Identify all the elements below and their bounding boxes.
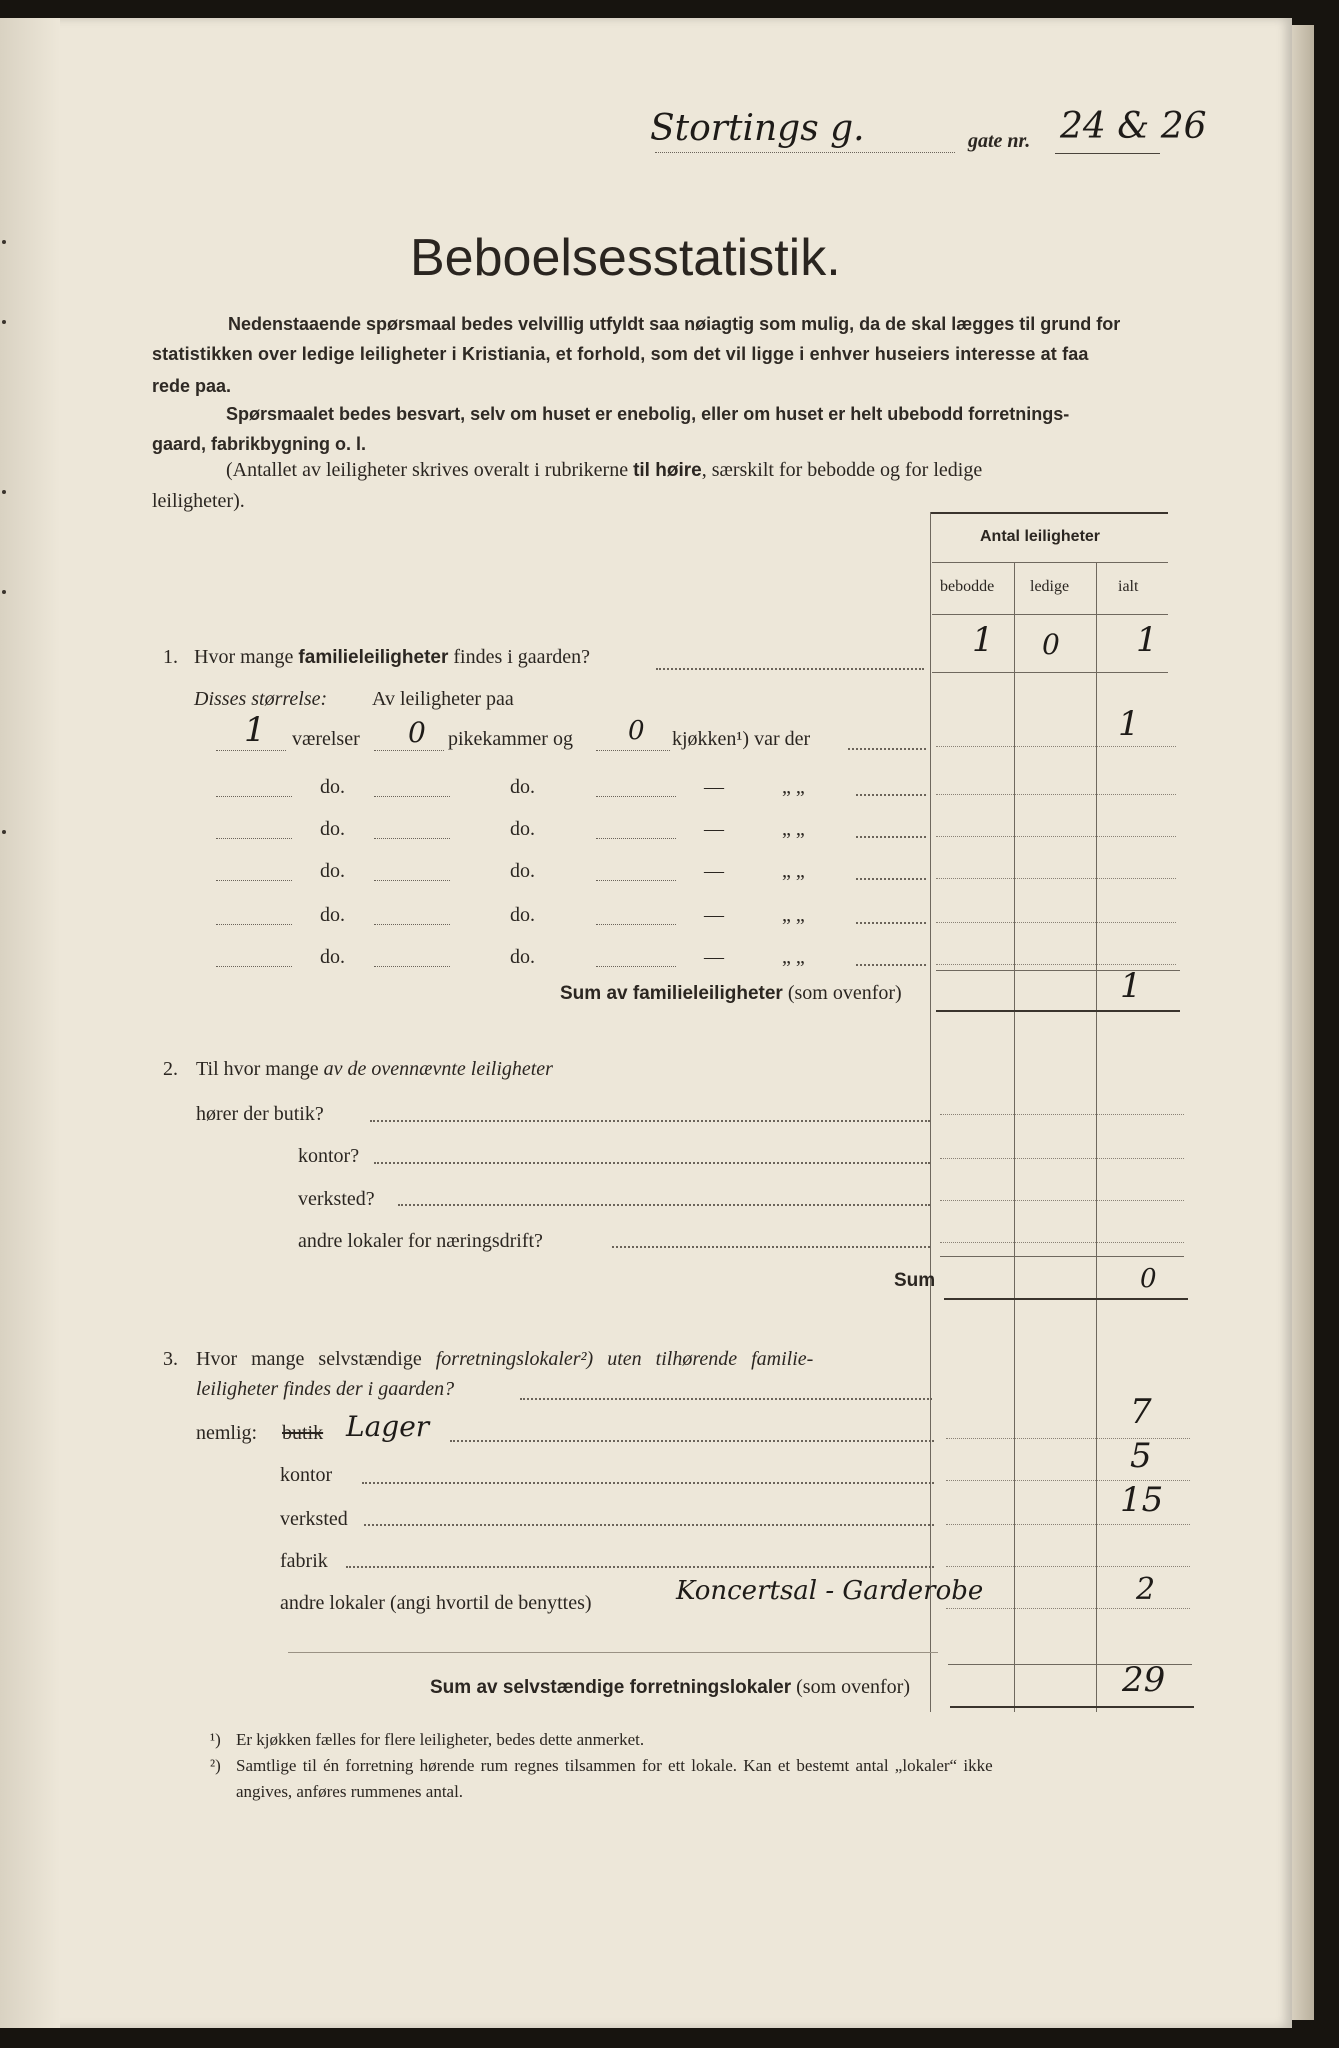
margin-mark	[2, 590, 6, 594]
dash-label: —	[704, 818, 724, 840]
row-leader-dots	[856, 964, 926, 966]
blank-line	[596, 966, 676, 967]
do-label: do.	[510, 818, 535, 840]
col-header-ialt: ialt	[1118, 578, 1139, 595]
street-name-handwritten: Stortings g.	[650, 108, 865, 149]
q1-sum-bottom-rule	[936, 1010, 1180, 1012]
table-row-dots	[936, 746, 1176, 747]
q3-italic: forretningslokaler²)	[435, 1348, 594, 1370]
row-leader-dots	[848, 748, 926, 750]
intro-line: Spørsmaalet bedes besvart, selv om huset er enebolig, eller om huset er helt ubebodd forretnings-	[226, 404, 1070, 424]
q3-andre-handwritten: Koncertsal - Garderobe	[676, 1576, 984, 1606]
do-label: do.	[510, 776, 535, 798]
q2-sum-top-rule	[940, 1256, 1184, 1257]
table-row-dots	[946, 1524, 1190, 1525]
do-label: do.	[320, 818, 345, 840]
q1-pike-handwritten: 0	[408, 716, 426, 749]
dash-label: —	[704, 860, 724, 882]
street-underline	[655, 152, 955, 153]
col-header-bebodde: bebodde	[940, 578, 995, 595]
q3-verksted-value: 15	[1120, 1480, 1164, 1520]
dash-label: —	[704, 946, 724, 968]
table-row-dots	[946, 1608, 1190, 1609]
blank-line	[216, 838, 292, 839]
q3-leader-dots	[346, 1566, 934, 1568]
intro-line	[226, 459, 982, 482]
intro-text: , særskilt for bebodde og for ledige	[701, 459, 983, 481]
q3-leader-dots	[362, 1482, 934, 1484]
rooms-blank	[216, 750, 286, 751]
q3-sum-bold: Sum av selvstændige forretningslokaler	[430, 1677, 792, 1698]
q3-sum-ialt-value: 29	[1122, 1660, 1166, 1700]
table-col-divider	[1096, 562, 1097, 1712]
q2-leader-dots	[370, 1120, 930, 1122]
q2-sum-bottom-rule	[944, 1298, 1188, 1300]
q3-number: 3.	[163, 1348, 178, 1370]
blank-line	[374, 838, 450, 839]
q1-size-text: Av leiligheter paa	[372, 688, 514, 710]
q2-question	[196, 1058, 553, 1081]
margin-mark	[2, 490, 6, 494]
q2-leader-dots	[612, 1246, 930, 1248]
q3-nemlig-label: nemlig:	[196, 1422, 258, 1444]
margin-mark	[2, 320, 6, 324]
intro-text: (Antallet av leiligheter skrives overalt i rubrikerne	[226, 459, 629, 481]
q3-butik-handwritten: Lager	[346, 1410, 430, 1443]
table-row-dots	[940, 1200, 1184, 1201]
do-label: do.	[320, 946, 345, 968]
q2-number: 2.	[163, 1058, 178, 1080]
q1-ledige-value: 0	[1042, 628, 1060, 661]
table-row-dots	[946, 1438, 1190, 1439]
row-leader-dots	[856, 922, 926, 924]
ditto-label: „ „	[782, 818, 805, 840]
q3-leader-dots	[450, 1440, 934, 1442]
ditto-label: „ „	[782, 860, 805, 882]
table-header-bottom-rule	[932, 614, 1168, 615]
col-header-ledige: ledige	[1030, 578, 1070, 595]
table-row-dots	[936, 794, 1176, 795]
q2-sum-ialt-value: 0	[1140, 1264, 1157, 1294]
q1-question	[194, 646, 590, 669]
q1-kjokken-handwritten: 0	[628, 716, 645, 746]
intro-line: leiligheter).	[152, 490, 245, 512]
q1-sum-rest: (som ovenfor)	[787, 982, 902, 1004]
table-row-dots	[936, 878, 1176, 879]
table-row-dots	[936, 836, 1176, 837]
table-header-rule	[932, 562, 1168, 563]
q3-question-line2: leiligheter findes der i gaarden?	[196, 1378, 455, 1400]
q1-rooms-handwritten: 1	[244, 710, 266, 750]
margin-mark	[2, 240, 6, 244]
page-title: Beboelsesstatistik.	[410, 229, 841, 287]
q2-verksted-label: verksted?	[298, 1188, 375, 1210]
pike-blank	[374, 750, 444, 751]
q3-verksted-label: verksted	[280, 1508, 348, 1530]
table-row-dots	[940, 1114, 1184, 1115]
do-label: do.	[510, 946, 535, 968]
blank-line	[216, 924, 292, 925]
q1-sum-top-rule	[936, 970, 1180, 971]
do-label: do.	[320, 776, 345, 798]
footnote-2-line1: Samtlige til én forretning hørende rum regnes tilsammen for ett lokale. Kan et bestemt antal „lokaler“ ikke	[236, 1756, 993, 1775]
q2-sum-label: Sum	[894, 1270, 936, 1291]
blank-line	[374, 880, 450, 881]
footnote-2-mark: ²)	[210, 1756, 221, 1775]
q3-kontor-value: 5	[1130, 1436, 1152, 1476]
q1-sum-bold: Sum av familieleiligheter	[560, 983, 783, 1004]
table-top-rule	[930, 512, 1168, 514]
q3-sum-label	[430, 1676, 910, 1699]
q3-andre-label: andre lokaler (angi hvortil de benyttes)	[280, 1592, 592, 1614]
gate-label: gate nr.	[968, 130, 1031, 152]
q1-row-rule	[932, 672, 1168, 673]
kjokken-label: kjøkken¹) var der	[672, 728, 811, 750]
intro-line: Nedenstaaende spørsmaal bedes velvillig utfyldt saa nøiagtig som mulig, da de skal lægges til grund for	[228, 314, 1121, 334]
intro-bold-text: til høire	[633, 460, 702, 481]
do-label: do.	[510, 860, 535, 882]
q3-butik-struck: butik	[282, 1422, 324, 1444]
footnote-1-mark: ¹)	[210, 1730, 221, 1749]
street-number-handwritten: 24 & 26	[1060, 106, 1207, 147]
table-left-border	[930, 512, 931, 1712]
table-row-dots	[936, 922, 1176, 923]
table-group-header: Antal leiligheter	[980, 528, 1101, 545]
ditto-label: „ „	[782, 776, 805, 798]
q3-butik-value: 7	[1130, 1392, 1152, 1432]
blank-line	[596, 838, 676, 839]
table-col-divider	[1014, 562, 1015, 1712]
footnote-1: Er kjøkken fælles for flere leiligheter, bedes dette anmerket.	[236, 1730, 645, 1749]
q3-andre-value: 2	[1136, 1572, 1156, 1607]
ditto-label: „ „	[782, 946, 805, 968]
intro-line: statistikken over ledige leiligheter i Kristiania, et forhold, som det vil ligge i enhver huseiers interesse at faa	[152, 344, 1089, 364]
footnote-2-line2: angives, anføres rummenes antal.	[236, 1782, 464, 1801]
blank-line	[596, 880, 676, 881]
do-label: do.	[320, 860, 345, 882]
margin-mark	[2, 830, 6, 834]
blank-line	[216, 796, 292, 797]
table-row-dots	[946, 1480, 1190, 1481]
q3-leader-dots	[364, 1524, 934, 1526]
q2-butik-label: hører der butik?	[196, 1103, 324, 1125]
q2-leader-dots	[398, 1204, 930, 1206]
q1-bebodde-value: 1	[972, 620, 994, 660]
q1-bold: familieleiligheter	[298, 647, 449, 668]
q2-leader-dots	[374, 1162, 930, 1164]
q1-number: 1.	[163, 646, 178, 668]
row-leader-dots	[856, 794, 926, 796]
q1-size-label: Disses størrelse:	[194, 688, 328, 710]
page-right-edge	[1292, 25, 1314, 2020]
row-leader-dots	[856, 836, 926, 838]
table-row-dots	[946, 1566, 1190, 1567]
blank-line	[374, 924, 450, 925]
ditto-label: „ „	[782, 904, 805, 926]
q3-question-line1	[196, 1348, 813, 1371]
row-leader-dots	[856, 878, 926, 880]
table-row-dots	[940, 1242, 1184, 1243]
q3-fabrik-label: fabrik	[280, 1550, 328, 1572]
pikekammer-label: pikekammer og	[448, 728, 573, 750]
dash-label: —	[704, 904, 724, 926]
q2-andre-label: andre lokaler for næringsdrift?	[298, 1230, 543, 1252]
q3-kontor-label: kontor	[280, 1464, 333, 1486]
blank-line	[216, 880, 292, 881]
blank-line	[596, 796, 676, 797]
q1-row1-ialt-value: 1	[1118, 704, 1140, 744]
q3-sum-bottom-rule	[950, 1706, 1194, 1708]
intro-line: gaard, fabrikbygning o. l.	[152, 434, 367, 454]
q1-text: Hvor mange	[194, 646, 294, 668]
q1-sum-label	[560, 982, 902, 1005]
q2-text: Til hvor mange	[196, 1058, 319, 1080]
blank-line	[374, 796, 450, 797]
do-label: do.	[510, 904, 535, 926]
vaerelser-label: værelser	[292, 728, 360, 750]
table-row-dots	[940, 1158, 1184, 1159]
intro-line: rede paa.	[152, 376, 232, 396]
q3-text: Hvor mange selvstændige	[196, 1348, 422, 1370]
q1-text: findes i gaarden?	[453, 646, 590, 668]
q3-italic: uten tilhørende familie-	[607, 1348, 814, 1370]
page-binding-edge	[0, 18, 60, 2028]
table-row-dots	[936, 964, 1176, 965]
q3-sum-rest: (som ovenfor)	[796, 1676, 910, 1698]
q3-leader-dots	[520, 1398, 932, 1400]
q2-italic: av de ovennævnte leiligheter	[323, 1058, 553, 1080]
do-label: do.	[320, 904, 345, 926]
blank-line	[374, 966, 450, 967]
blank-line	[596, 924, 676, 925]
dash-label: —	[704, 776, 724, 798]
q1-leader-dots	[656, 668, 924, 670]
number-underline	[1055, 153, 1160, 154]
q1-sum-ialt-value: 1	[1120, 966, 1142, 1006]
q1-ialt-value: 1	[1136, 620, 1158, 660]
q3-blank-line	[288, 1652, 938, 1653]
kjokken-blank	[596, 750, 670, 751]
blank-line	[216, 966, 292, 967]
q2-kontor-label: kontor?	[298, 1145, 360, 1167]
